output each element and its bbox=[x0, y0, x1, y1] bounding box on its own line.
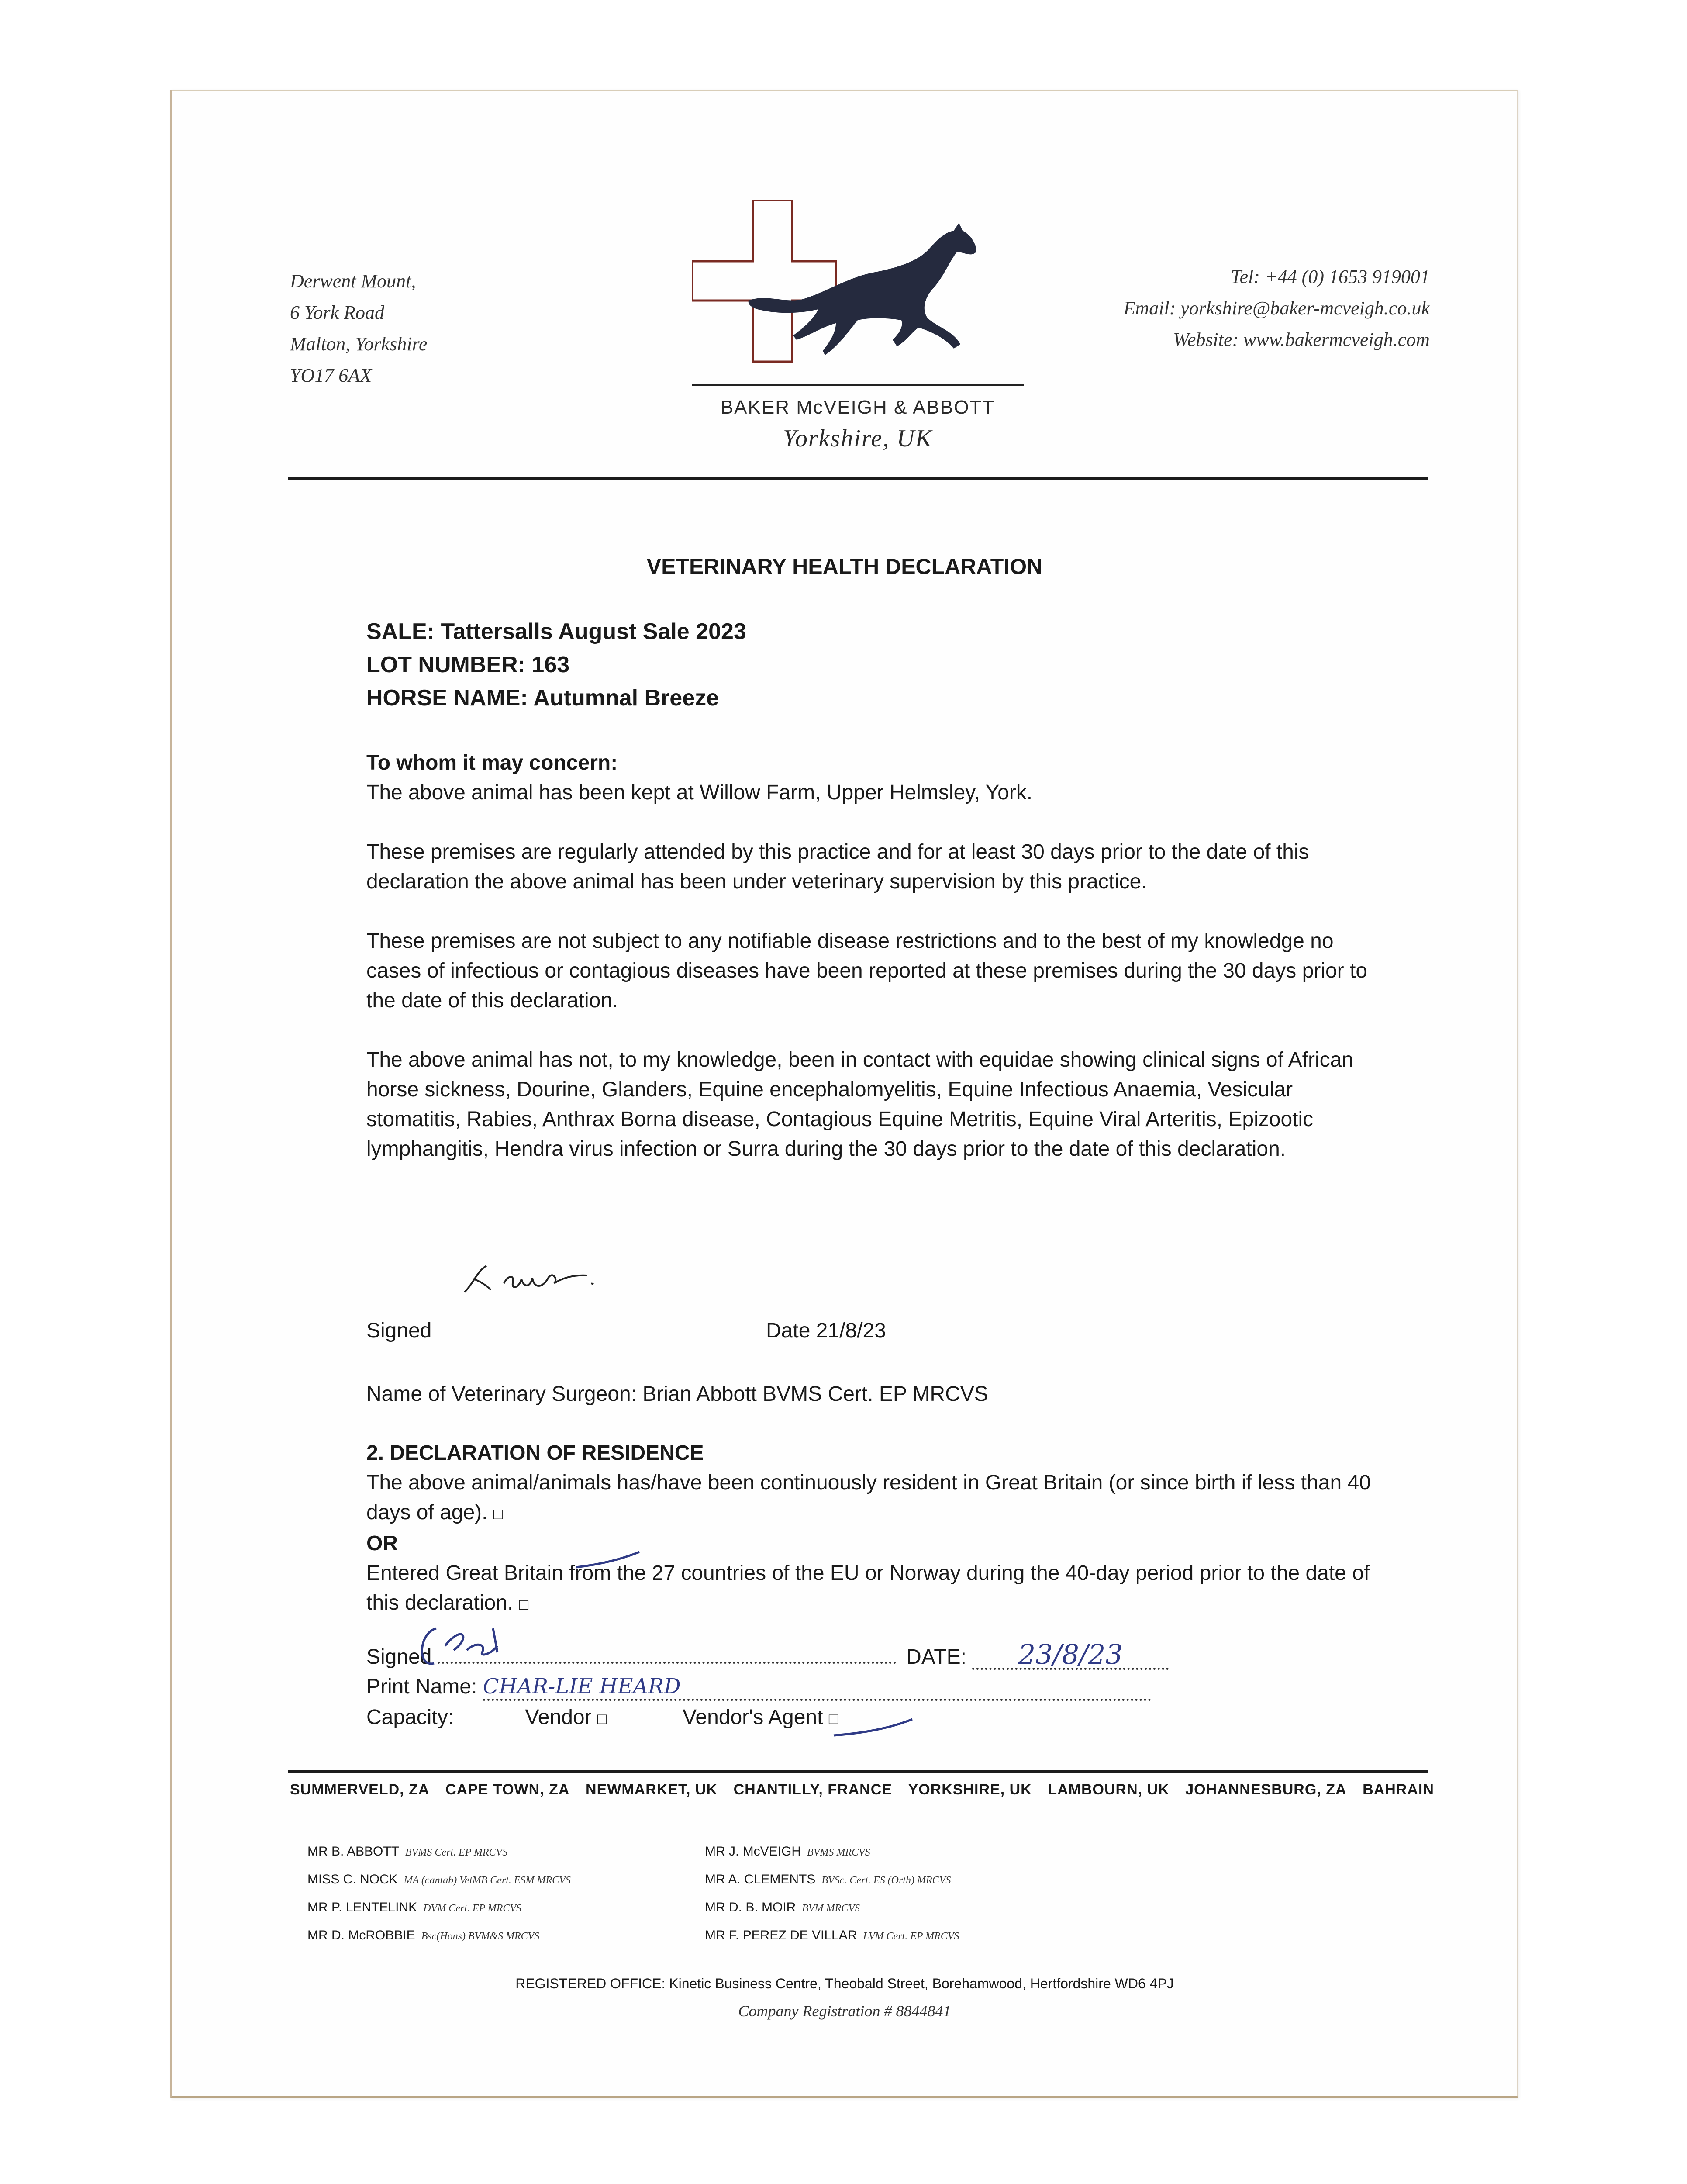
cross-outline-icon bbox=[692, 200, 836, 362]
partner-entry bbox=[705, 1922, 959, 1950]
residence-option-1-checkbox[interactable]: □ bbox=[493, 1505, 503, 1523]
residence-option-2 bbox=[366, 1559, 1397, 1619]
location-item: CAPE TOWN, ZA bbox=[445, 1781, 570, 1798]
document-page bbox=[170, 90, 1518, 2098]
partner-entry bbox=[307, 1894, 571, 1922]
location-item: SUMMERVELD, ZA bbox=[290, 1781, 430, 1798]
paragraph-supervision: These premises are regularly attended by this practice and for at least 30 days prior to the date of this declaration the above animal has been under veterinary supervision by this practice. bbox=[366, 840, 1309, 893]
partner-name: MR A. CLEMENTS bbox=[705, 1872, 816, 1887]
sale-details bbox=[366, 615, 1371, 715]
sale-name: SALE: Tattersalls August Sale 2023 bbox=[366, 619, 746, 644]
firm-logo bbox=[692, 200, 1024, 405]
firm-address bbox=[290, 266, 428, 391]
address-line: Malton, Yorkshire bbox=[290, 333, 428, 355]
residence-heading: 2. DECLARATION OF RESIDENCE bbox=[366, 1441, 704, 1465]
partner-qualifications: BVM MRCVS bbox=[802, 1903, 860, 1914]
partner-name: MR D. B. MOIR bbox=[705, 1900, 796, 1914]
logo-underline bbox=[692, 384, 1024, 386]
partner-qualifications: Bsc(Hons) BVM&S MRCVS bbox=[421, 1931, 540, 1942]
phone-number: Tel: +44 (0) 1653 919001 bbox=[1231, 266, 1430, 287]
partner-qualifications: BVSc. Cert. ES (Orth) MRCVS bbox=[821, 1875, 951, 1886]
print-name-value[interactable]: CHAR-LIE HEARD bbox=[483, 1674, 1151, 1701]
partners-right bbox=[705, 1838, 959, 1950]
residence-option-2-text: Entered Great Britain from the 27 countries of the EU or Norway during the 40-day period prior to the date of this declaration. bbox=[366, 1562, 1370, 1614]
residence-option-1-text: The above animal/animals has/have been continuously resident in Great Britain (or since birth if less than 40 days of age). bbox=[366, 1471, 1371, 1524]
location-item: BAHRAIN bbox=[1363, 1781, 1434, 1798]
address-line: 6 York Road bbox=[290, 302, 384, 323]
vendor-date-value[interactable]: 23/8/23 bbox=[972, 1641, 1169, 1670]
vendor-signed-label: Signed bbox=[366, 1645, 432, 1669]
vendor-date-label: DATE: bbox=[906, 1645, 966, 1669]
signed-label: Signed bbox=[366, 1319, 432, 1342]
location-item: NEWMARKET, UK bbox=[586, 1781, 718, 1798]
partners-left bbox=[307, 1838, 571, 1950]
office-locations bbox=[290, 1781, 1434, 1798]
header-divider bbox=[288, 477, 1428, 480]
partner-qualifications: BVMS Cert. EP MRCVS bbox=[405, 1847, 508, 1858]
partner-name: MISS C. NOCK bbox=[307, 1872, 398, 1887]
page-title: VETERINARY HEALTH DECLARATION bbox=[646, 554, 1043, 579]
website-address: Website: www.bakermcveigh.com bbox=[1173, 329, 1430, 350]
partner-name: MR F. PEREZ DE VILLAR bbox=[705, 1928, 857, 1942]
print-name-row bbox=[366, 1672, 1414, 1702]
galloping-horse-icon bbox=[749, 223, 976, 355]
partner-entry bbox=[705, 1866, 959, 1894]
partner-name: MR D. McROBBIE bbox=[307, 1928, 415, 1942]
vendor-option-label: Vendor bbox=[525, 1706, 592, 1729]
partner-qualifications: BVMS MRCVS bbox=[807, 1847, 870, 1858]
print-name-label: Print Name: bbox=[366, 1675, 477, 1698]
partner-entry bbox=[705, 1838, 959, 1866]
agent-tick bbox=[831, 1716, 914, 1742]
vet-sign-row bbox=[366, 1316, 1371, 1346]
address-line: YO17 6AX bbox=[290, 365, 372, 386]
location-item: CHANTILLY, FRANCE bbox=[733, 1781, 892, 1798]
location-item: YORKSHIRE, UK bbox=[908, 1781, 1032, 1798]
location-item: LAMBOURN, UK bbox=[1048, 1781, 1170, 1798]
lot-number: LOT NUMBER: 163 bbox=[366, 652, 570, 677]
veterinary-surgeon: Name of Veterinary Surgeon: Brian Abbott BVMS Cert. EP MRCVS bbox=[366, 1382, 988, 1406]
firm-contact bbox=[1124, 261, 1430, 356]
vendor-signature bbox=[410, 1620, 511, 1672]
email-address: Email: yorkshire@baker-mcveigh.co.uk bbox=[1123, 297, 1430, 319]
partner-name: MR P. LENTELINK bbox=[307, 1900, 417, 1914]
capacity-label: Capacity: bbox=[366, 1706, 454, 1729]
residence-section bbox=[366, 1438, 1397, 1619]
vet-signature bbox=[460, 1253, 604, 1301]
address-line: Derwent Mount, bbox=[290, 270, 416, 292]
paragraph-premises: The above animal has been kept at Willow Farm, Upper Helmsley, York. bbox=[366, 781, 1033, 804]
vendors-agent-option-label: Vendor's Agent bbox=[683, 1706, 823, 1729]
partner-qualifications: LVM Cert. EP MRCVS bbox=[863, 1931, 959, 1942]
partner-entry bbox=[307, 1922, 571, 1950]
paragraph-contact-equidae: The above animal has not, to my knowledge, been in contact with equidae showing clinical signs of African horse sickness, Dourine, Glanders, Equine encephalomyelitis, Equine Infectious Anaemia, Vesicular stomatitis, Rabies, Anthrax Borna disease, Contagious Equine Metritis, Equine Viral Arteritis, Epizootic lymphangitis, Hendra virus infection or Surra during the 30 days prior to the date of this declaration. bbox=[366, 1048, 1353, 1161]
partner-name: MR B. ABBOTT bbox=[307, 1844, 400, 1859]
company-registration: Company Registration # 8844841 bbox=[738, 2002, 951, 2020]
vendor-signed-row bbox=[366, 1638, 1414, 1672]
registered-office: REGISTERED OFFICE: Kinetic Business Centre, Theobald Street, Borehamwood, Hertfordshire WD6 4PJ bbox=[515, 1976, 1174, 1991]
vendors-agent-checkbox[interactable]: □ bbox=[828, 1710, 838, 1728]
residence-option-2-checkbox[interactable]: □ bbox=[519, 1595, 529, 1613]
vendor-checkbox[interactable]: □ bbox=[597, 1710, 607, 1728]
firm-location: Yorkshire, UK bbox=[783, 425, 933, 452]
location-item: JOHANNESBURG, ZA bbox=[1185, 1781, 1347, 1798]
partner-entry bbox=[705, 1894, 959, 1922]
checkmark-tick bbox=[574, 1550, 644, 1576]
horse-name: HORSE NAME: Autumnal Breeze bbox=[366, 685, 719, 711]
footer-divider bbox=[288, 1770, 1428, 1773]
salutation: To whom it may concern: bbox=[366, 751, 618, 774]
partner-name: MR J. McVEIGH bbox=[705, 1844, 801, 1859]
or-label: OR bbox=[366, 1532, 398, 1555]
paragraph-disease-restrictions: These premises are not subject to any notifiable disease restrictions and to the best of my knowledge no cases of infectious or contagious diseases have been reported at these premises during the 30 days prior to the date of this declaration. bbox=[366, 930, 1368, 1012]
residence-option-1 bbox=[366, 1468, 1397, 1529]
firm-name-block bbox=[692, 397, 1024, 453]
partner-entry bbox=[307, 1838, 571, 1866]
firm-name: BAKER McVEIGH & ABBOTT bbox=[720, 397, 995, 418]
partner-qualifications: MA (cantab) VetMB Cert. ESM MRCVS bbox=[404, 1875, 571, 1886]
declaration-date: Date 21/8/23 bbox=[766, 1319, 886, 1342]
partner-entry bbox=[307, 1866, 571, 1894]
partner-qualifications: DVM Cert. EP MRCVS bbox=[423, 1903, 522, 1914]
declaration-body bbox=[366, 748, 1371, 1164]
